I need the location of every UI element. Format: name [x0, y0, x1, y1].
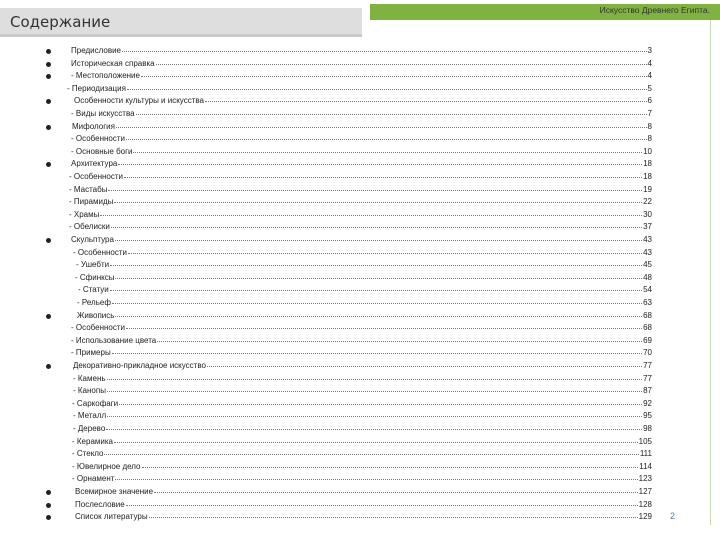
- toc-page-number: 18: [643, 172, 652, 181]
- toc-entry-label: - Виды искусства: [71, 109, 135, 118]
- toc-entry-label: - Местоположение: [71, 71, 140, 81]
- toc-row[interactable]: [0, 83, 720, 95]
- dot-leader: [118, 164, 642, 165]
- toc-entry-label: - Обелиски: [69, 222, 110, 232]
- toc-row[interactable]: [0, 360, 720, 372]
- bullet-icon: [46, 125, 51, 130]
- toc-page-number: 98: [643, 424, 652, 433]
- toc-entry-label: - Мастабы: [69, 184, 108, 194]
- dot-leader: [112, 353, 642, 354]
- dot-leader: [126, 139, 647, 140]
- toc-row[interactable]: [0, 221, 720, 233]
- toc-page-number: 92: [643, 398, 652, 408]
- toc-page-number: 10: [643, 146, 652, 156]
- toc-entry-label: - Керамика: [72, 436, 113, 446]
- toc-entry-label: - Ювелирное дело: [72, 461, 141, 471]
- bullet-icon: [46, 314, 51, 319]
- toc-row[interactable]: [0, 398, 720, 410]
- toc-page-number: 48: [643, 272, 652, 282]
- toc-page-number: 77: [643, 361, 652, 370]
- toc-entry-label: - Орнамент: [72, 474, 115, 484]
- toc-page-number: 4: [647, 58, 652, 68]
- toc-entry-label: - Сфинксы: [75, 272, 115, 282]
- toc-row[interactable]: [0, 385, 720, 397]
- dot-leader: [108, 190, 642, 191]
- dot-leader: [127, 89, 647, 90]
- toc-entry-label: - Канопы: [73, 386, 106, 396]
- toc-entry-label: Историческая справка: [71, 58, 155, 68]
- dot-leader: [154, 492, 638, 493]
- dot-leader: [119, 404, 642, 405]
- toc-page-number: 5: [647, 83, 652, 93]
- toc-page-number: 68: [643, 310, 652, 320]
- toc-entry-label: Скульптура: [71, 235, 114, 244]
- toc-entry-label: - Особенности: [71, 134, 126, 144]
- dot-leader: [104, 454, 638, 455]
- toc-entry-label: - Использование цвета: [71, 335, 157, 345]
- toc-entry-label: - Периодизация: [67, 83, 126, 93]
- toc-row[interactable]: [0, 310, 720, 322]
- toc-row[interactable]: [0, 247, 720, 259]
- toc-entry-label: - Пирамиды: [69, 197, 114, 207]
- bullet-icon: [46, 490, 51, 495]
- toc-page-number: 19: [643, 184, 652, 194]
- toc-page-number: 8: [647, 121, 652, 131]
- toc-page-number: 69: [643, 335, 652, 345]
- toc-row[interactable]: [0, 347, 720, 359]
- toc-entry-label: - Металл: [73, 411, 107, 421]
- dot-leader: [136, 114, 647, 115]
- toc-row[interactable]: [0, 209, 720, 221]
- bullet-icon: [46, 62, 51, 67]
- toc-row[interactable]: [0, 146, 720, 158]
- toc-row[interactable]: [0, 58, 720, 70]
- dot-leader: [116, 127, 647, 128]
- toc-page-number: 43: [643, 247, 652, 257]
- toc-page-number: 128: [638, 499, 652, 509]
- toc-row[interactable]: [0, 297, 720, 309]
- toc-page-number: 54: [643, 285, 652, 295]
- bullet-icon: [46, 99, 51, 104]
- dot-leader: [107, 379, 643, 380]
- toc-page-number: 4: [647, 71, 652, 81]
- toc-row[interactable]: [0, 511, 720, 523]
- toc-page-number: 70: [643, 348, 652, 358]
- toc-entry-label: - Камень: [73, 373, 106, 383]
- toc-row[interactable]: [0, 284, 720, 296]
- toc-page-number: 18: [643, 159, 652, 169]
- toc-page-number: 7: [647, 109, 652, 118]
- toc-row[interactable]: [0, 335, 720, 347]
- dot-leader: [106, 429, 642, 430]
- toc-row[interactable]: [0, 410, 720, 422]
- dot-leader: [114, 442, 638, 443]
- toc-entry-label: - Особенности: [71, 323, 126, 333]
- toc-entry-label: - Саркофаги: [72, 398, 119, 408]
- toc-page-number: 22: [643, 197, 652, 207]
- toc-row[interactable]: [0, 272, 720, 284]
- toc-row[interactable]: [0, 171, 720, 183]
- toc-entry-label: - Храмы: [69, 209, 100, 219]
- dot-leader: [110, 265, 642, 266]
- toc-row[interactable]: [0, 133, 720, 145]
- toc-row[interactable]: [0, 322, 720, 334]
- dot-leader: [133, 152, 642, 153]
- toc-row[interactable]: [0, 95, 720, 107]
- toc-page-number: 63: [643, 298, 652, 307]
- toc-entry-label: Послесловие: [75, 499, 125, 509]
- toc-entry-label: - Особенности: [69, 172, 124, 181]
- toc-row[interactable]: [0, 70, 720, 82]
- bullet-icon: [46, 503, 51, 508]
- toc-page-number: 105: [638, 436, 652, 446]
- dot-leader: [124, 177, 642, 178]
- dot-leader: [107, 416, 642, 417]
- toc-entry-label: Список литературы: [75, 512, 148, 522]
- dot-leader: [205, 101, 647, 102]
- page-title: Содержание: [10, 13, 111, 31]
- toc-entry-label: - Стекло: [72, 449, 104, 459]
- toc-entry-label: Мифология: [72, 121, 115, 131]
- toc-page-number: 37: [643, 222, 652, 232]
- dot-leader: [107, 391, 642, 392]
- dot-leader: [112, 303, 642, 304]
- toc-page-number: 87: [643, 386, 652, 396]
- toc-row[interactable]: [0, 461, 720, 473]
- dot-leader: [115, 278, 642, 279]
- toc-page-number: 95: [643, 411, 652, 421]
- toc-page-number: 123: [638, 474, 652, 484]
- toc-entry-label: - Статуи: [78, 285, 109, 295]
- dot-leader: [115, 479, 637, 480]
- toc-row[interactable]: [0, 196, 720, 208]
- dot-leader: [142, 467, 639, 468]
- document-title: Искусство Древнего Египта.: [599, 5, 710, 15]
- toc-row[interactable]: [0, 259, 720, 271]
- toc-row[interactable]: [0, 448, 720, 460]
- dot-leader: [111, 227, 642, 228]
- dot-leader: [207, 366, 642, 367]
- toc-page-number: 8: [647, 134, 652, 144]
- toc-page-number: 45: [643, 260, 652, 270]
- toc-page-number: 129: [638, 512, 652, 522]
- dot-leader: [126, 328, 642, 329]
- dot-leader: [149, 517, 638, 518]
- toc-row[interactable]: [0, 234, 720, 246]
- toc-entry-label: - Ушебти: [76, 260, 110, 270]
- toc-entry-label: Особенности культуры и искусства: [74, 96, 204, 106]
- toc-page-number: 3: [647, 46, 652, 55]
- dot-leader: [115, 240, 642, 241]
- toc-entry-label: - Примеры: [71, 348, 111, 358]
- toc-entry-label: - Рельеф: [77, 298, 111, 307]
- dot-leader: [126, 505, 638, 506]
- toc-row[interactable]: [0, 486, 720, 498]
- toc-page-number: 68: [643, 323, 652, 333]
- toc-row[interactable]: [0, 436, 720, 448]
- dot-leader: [110, 290, 642, 291]
- slide-number: 2: [670, 511, 676, 521]
- toc-row[interactable]: [0, 373, 720, 385]
- toc-entry-label: Предисловие: [71, 46, 121, 55]
- dot-leader: [115, 316, 642, 317]
- dot-leader: [141, 76, 647, 77]
- bullet-icon: [46, 162, 51, 167]
- toc-entry-label: - Основные боги: [71, 146, 133, 156]
- dot-leader: [122, 51, 647, 52]
- bullet-icon: [46, 74, 51, 79]
- toc-entry-label: Всемирное значение: [75, 487, 154, 496]
- bullet-icon: [46, 515, 51, 520]
- toc-page-number: 114: [639, 461, 652, 471]
- toc-entry-label: - Дерево: [73, 424, 106, 433]
- toc-page-number: 111: [639, 449, 652, 459]
- bullet-icon: [46, 364, 51, 369]
- toc-row[interactable]: [0, 423, 720, 435]
- toc-page-number: 30: [643, 209, 652, 219]
- dot-leader: [157, 341, 642, 342]
- toc-row[interactable]: [0, 108, 720, 120]
- toc-page-number: 77: [643, 373, 652, 383]
- bullet-icon: [46, 238, 51, 243]
- toc-page-number: 127: [638, 487, 652, 496]
- toc-row[interactable]: [0, 45, 720, 57]
- dot-leader: [156, 64, 647, 65]
- toc-row[interactable]: [0, 121, 720, 133]
- toc-row[interactable]: [0, 499, 720, 511]
- toc-row[interactable]: [0, 184, 720, 196]
- dot-leader: [100, 215, 642, 216]
- bullet-icon: [46, 49, 51, 54]
- toc-entry-label: - Особенности: [73, 247, 128, 257]
- dot-leader: [128, 253, 642, 254]
- dot-leader: [114, 202, 642, 203]
- toc-entry-label: Декоративно-прикладное искусство: [73, 361, 206, 370]
- toc-entry-label: Живопись: [77, 310, 115, 320]
- toc-entry-label: Архитектура: [71, 159, 118, 169]
- toc-row[interactable]: [0, 473, 720, 485]
- toc-page-number: 6: [647, 96, 652, 106]
- toc-row[interactable]: [0, 158, 720, 170]
- toc-page-number: 43: [643, 235, 652, 244]
